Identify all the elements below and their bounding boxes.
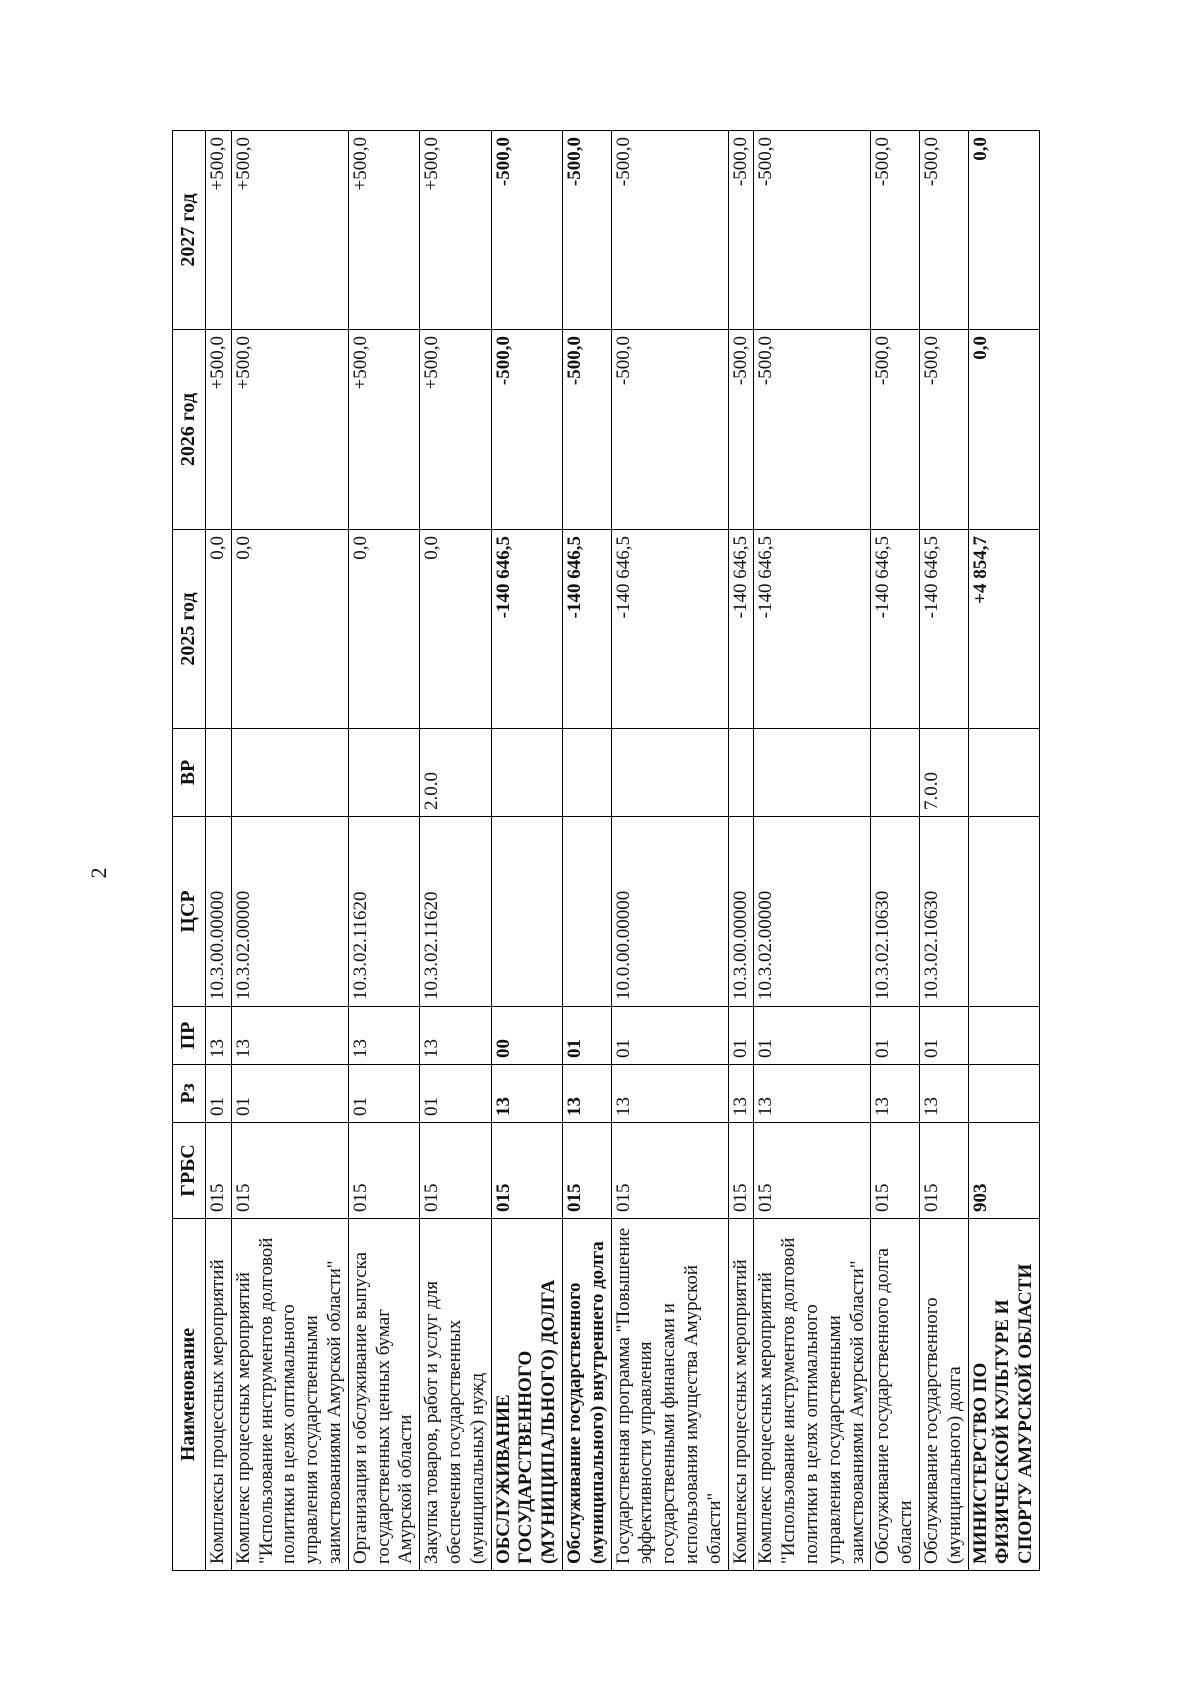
cell-vr: 7.0.0	[919, 729, 968, 817]
cell-grbs: 015	[728, 1123, 754, 1219]
table-row	[728, 131, 754, 1571]
cell-y2027: -500,0	[611, 131, 728, 330]
cell-csr	[968, 817, 1039, 1007]
cell-y2025: 0,0	[348, 530, 419, 729]
table-row	[206, 131, 232, 1571]
cell-csr: 10.3.00.00000	[728, 817, 754, 1007]
header-vr: ВР	[173, 729, 206, 817]
table-row	[968, 131, 1039, 1571]
cell-y2027: +500,0	[420, 131, 491, 330]
cell-rz: 01	[231, 1065, 348, 1123]
cell-y2027: -500,0	[491, 131, 562, 330]
cell-name: Комплексы процессных мероприятий	[728, 1219, 754, 1571]
cell-y2025: -140 646,5	[871, 530, 920, 729]
cell-y2026: -500,0	[871, 330, 920, 530]
cell-vr	[231, 729, 348, 817]
cell-y2025: -140 646,5	[562, 530, 611, 729]
cell-vr	[206, 729, 232, 817]
cell-y2025: 0,0	[420, 530, 491, 729]
cell-vr	[728, 729, 754, 817]
cell-y2027: +500,0	[206, 131, 232, 330]
cell-y2026: -500,0	[611, 330, 728, 530]
cell-csr: 10.3.02.10630	[871, 817, 920, 1007]
table-row	[611, 131, 728, 1571]
cell-pr: 01	[871, 1007, 920, 1065]
cell-y2026: 0,0	[968, 330, 1039, 530]
cell-rz: 01	[206, 1065, 232, 1123]
cell-grbs: 015	[206, 1123, 232, 1219]
cell-vr	[611, 729, 728, 817]
cell-y2025: +4 854,7	[968, 530, 1039, 729]
cell-y2027: -500,0	[562, 131, 611, 330]
cell-rz: 13	[754, 1065, 871, 1123]
cell-csr: 10.3.02.11620	[348, 817, 419, 1007]
cell-name: Обслуживание государственного (муниципального) долга	[919, 1219, 968, 1571]
table-row	[919, 131, 968, 1571]
cell-rz: 13	[562, 1065, 611, 1123]
cell-grbs: 015	[611, 1123, 728, 1219]
cell-rz: 01	[348, 1065, 419, 1123]
cell-y2025: -140 646,5	[491, 530, 562, 729]
cell-y2027: -500,0	[871, 131, 920, 330]
cell-y2025: -140 646,5	[611, 530, 728, 729]
cell-rz: 01	[420, 1065, 491, 1123]
cell-y2027: -500,0	[728, 131, 754, 330]
cell-pr: 01	[562, 1007, 611, 1065]
cell-name: Государственная программа "Повышение эффективности управления государственными финансами и использования имущества Амурской области"	[611, 1219, 728, 1571]
cell-csr	[491, 817, 562, 1007]
cell-y2027: -500,0	[919, 131, 968, 330]
cell-y2027: 0,0	[968, 131, 1039, 330]
cell-csr: 10.3.02.10630	[919, 817, 968, 1007]
cell-vr	[754, 729, 871, 817]
cell-y2027: -500,0	[754, 131, 871, 330]
cell-vr: 2.0.0	[420, 729, 491, 817]
cell-y2026: -500,0	[728, 330, 754, 530]
cell-name: Обслуживание государственного (муниципального) внутреннего долга	[562, 1219, 611, 1571]
page-number: 2	[86, 867, 111, 879]
table-row	[491, 131, 562, 1571]
cell-pr: 13	[206, 1007, 232, 1065]
cell-csr	[562, 817, 611, 1007]
cell-y2026: -500,0	[754, 330, 871, 530]
cell-rz	[968, 1065, 1039, 1123]
cell-y2026: +500,0	[348, 330, 419, 530]
cell-csr: 10.3.02.00000	[754, 817, 871, 1007]
cell-grbs: 015	[231, 1123, 348, 1219]
cell-name: ОБСЛУЖИВАНИЕ ГОСУДАРСТВЕННОГО (МУНИЦИПАЛЬНОГО) ДОЛГА	[491, 1219, 562, 1571]
header-grbs: ГРБС	[173, 1123, 206, 1219]
table-row	[231, 131, 348, 1571]
cell-pr: 01	[754, 1007, 871, 1065]
cell-name: Обслуживание государственного долга области	[871, 1219, 920, 1571]
cell-grbs: 015	[420, 1123, 491, 1219]
cell-y2025: 0,0	[231, 530, 348, 729]
cell-csr: 10.3.02.00000	[231, 817, 348, 1007]
cell-pr: 01	[728, 1007, 754, 1065]
table-row	[871, 131, 920, 1571]
cell-rz: 13	[491, 1065, 562, 1123]
cell-y2025: -140 646,5	[919, 530, 968, 729]
table-row	[562, 131, 611, 1571]
cell-grbs: 015	[919, 1123, 968, 1219]
rotated-table-container	[172, 131, 1072, 1571]
cell-grbs: 903	[968, 1123, 1039, 1219]
cell-grbs: 015	[491, 1123, 562, 1219]
header-2027: 2027 год	[173, 131, 206, 330]
cell-pr: 13	[420, 1007, 491, 1065]
cell-pr: 01	[611, 1007, 728, 1065]
cell-vr	[562, 729, 611, 817]
cell-vr	[491, 729, 562, 817]
cell-name: Закупка товаров, работ и услуг для обеспечения государственных (муниципальных) нужд	[420, 1219, 491, 1571]
header-name: Наименование	[173, 1219, 206, 1571]
cell-y2026: -500,0	[562, 330, 611, 530]
table-row	[420, 131, 491, 1571]
header-2026: 2026 год	[173, 330, 206, 530]
cell-vr	[348, 729, 419, 817]
cell-pr: 13	[231, 1007, 348, 1065]
cell-rz: 13	[611, 1065, 728, 1123]
cell-csr: 10.3.02.11620	[420, 817, 491, 1007]
cell-y2027: +500,0	[231, 131, 348, 330]
cell-y2026: -500,0	[919, 330, 968, 530]
table-header-row	[173, 131, 206, 1571]
cell-name: Комплекс процессных мероприятий "Использование инструментов долговой политики в целях оптимального управления государственными заимствованиями Амурской области"	[754, 1219, 871, 1571]
header-pr: ПР	[173, 1007, 206, 1065]
cell-name: Комплексы процессных мероприятий	[206, 1219, 232, 1571]
cell-y2026: +500,0	[206, 330, 232, 530]
cell-name: Организация и обслуживание выпуска государственных ценных бумаг Амурской области	[348, 1219, 419, 1571]
cell-y2025: -140 646,5	[754, 530, 871, 729]
cell-pr	[968, 1007, 1039, 1065]
cell-rz: 13	[919, 1065, 968, 1123]
cell-y2026: +500,0	[420, 330, 491, 530]
cell-pr: 01	[919, 1007, 968, 1065]
cell-pr: 00	[491, 1007, 562, 1065]
header-csr: ЦСР	[173, 817, 206, 1007]
cell-name: МИНИСТЕРСТВО ПО ФИЗИЧЕСКОЙ КУЛЬТУРЕ И СПОРТУ АМУРСКОЙ ОБЛАСТИ	[968, 1219, 1039, 1571]
cell-name: Комплекс процессных мероприятий "Использование инструментов долговой политики в целях оптимального управления государственными заимствованиями Амурской области"	[231, 1219, 348, 1571]
header-2025: 2025 год	[173, 530, 206, 729]
cell-vr	[968, 729, 1039, 817]
cell-grbs: 015	[871, 1123, 920, 1219]
table-row	[754, 131, 871, 1571]
cell-grbs: 015	[754, 1123, 871, 1219]
cell-csr: 10.0.00.00000	[611, 817, 728, 1007]
cell-y2025: 0,0	[206, 530, 232, 729]
cell-y2025: -140 646,5	[728, 530, 754, 729]
cell-pr: 13	[348, 1007, 419, 1065]
cell-rz: 13	[728, 1065, 754, 1123]
table-row	[348, 131, 419, 1571]
header-rz: Рз	[173, 1065, 206, 1123]
cell-y2027: +500,0	[348, 131, 419, 330]
budget-table	[172, 130, 1040, 1571]
cell-y2026: +500,0	[231, 330, 348, 530]
cell-csr: 10.3.00.00000	[206, 817, 232, 1007]
cell-rz: 13	[871, 1065, 920, 1123]
cell-grbs: 015	[562, 1123, 611, 1219]
cell-y2026: -500,0	[491, 330, 562, 530]
cell-vr	[871, 729, 920, 817]
cell-grbs: 015	[348, 1123, 419, 1219]
